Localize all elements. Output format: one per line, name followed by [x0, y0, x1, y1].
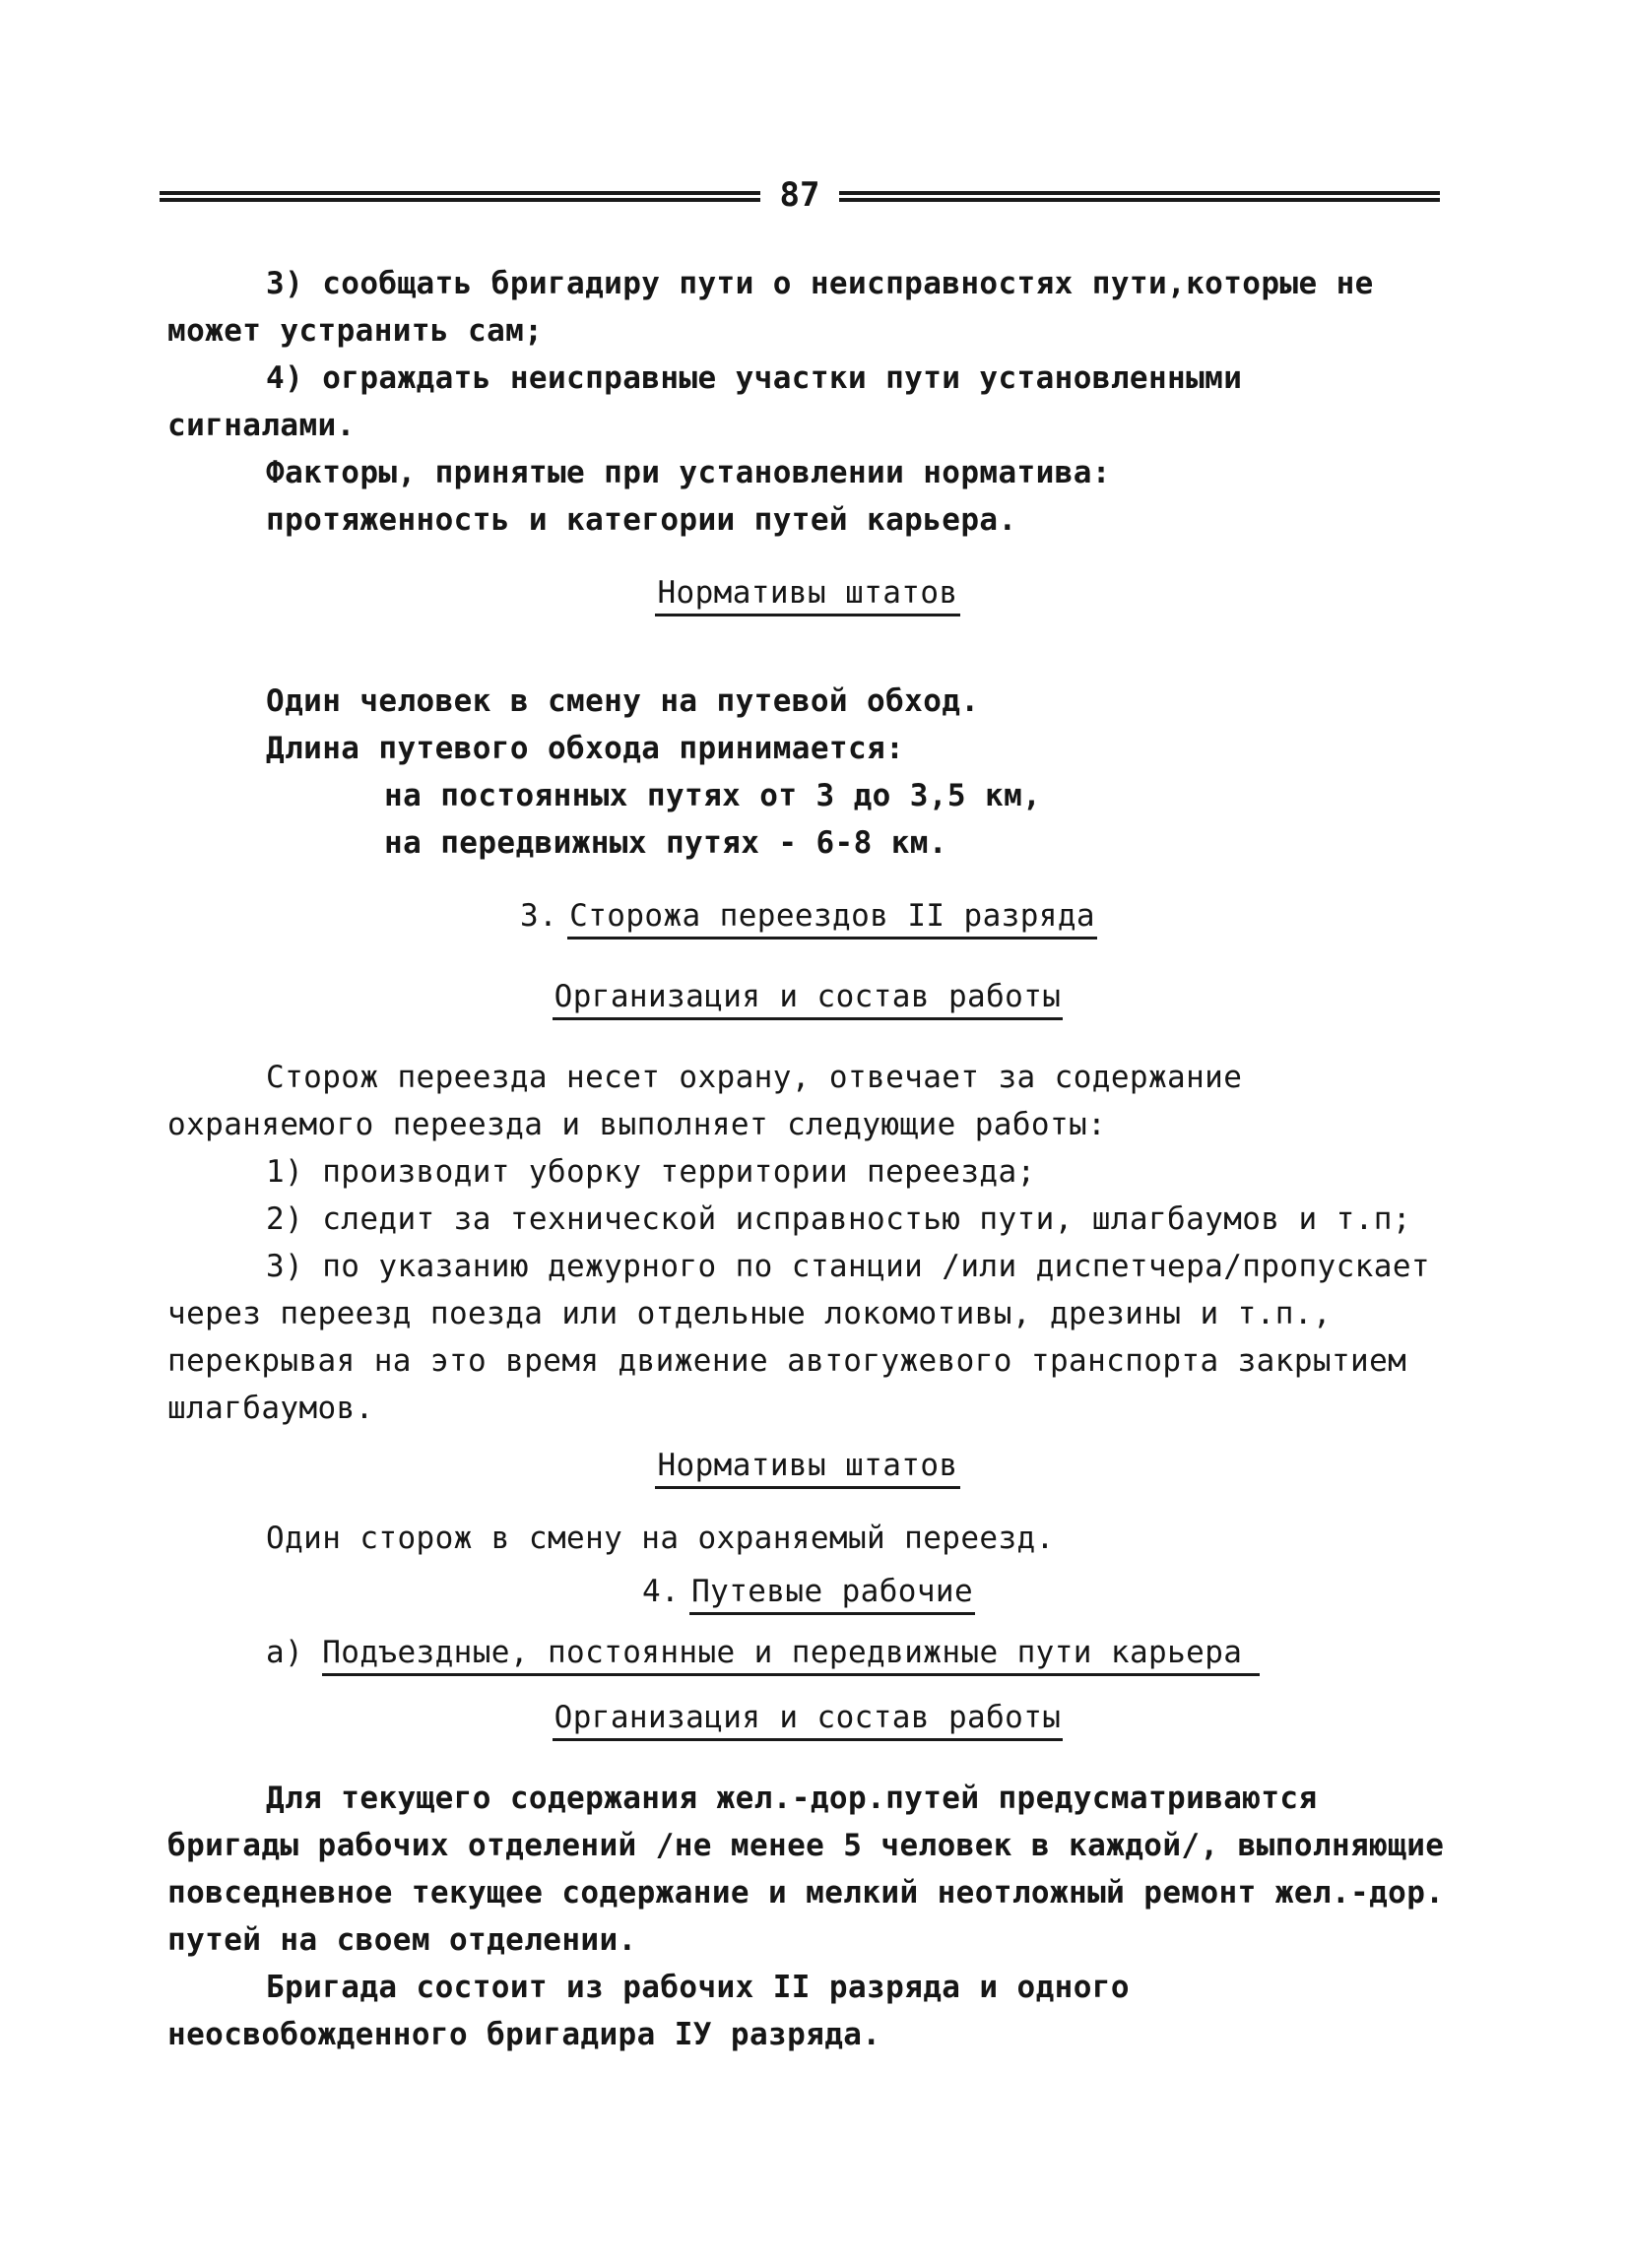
heading-number: 4. — [641, 1574, 681, 1609]
paragraph-factors-list: протяженность и категории путей карьера. — [266, 502, 1017, 538]
heading-organization-1 — [167, 973, 1448, 1020]
paragraph-duty-3: 3) сообщать бригадиру пути о неисправностях пути,которые не может устранить сам; — [167, 266, 1374, 349]
paragraph-movable-tracks: на передвижных путях - 6-8 км. — [384, 825, 947, 861]
heading-number: а) — [266, 1635, 304, 1670]
paragraph-factors: Факторы, принятые при установлении норматива: — [266, 455, 1111, 490]
paragraph-guard-norm: Один сторож в смену на охраняемый переезд. — [266, 1521, 1055, 1556]
header-rule-right — [839, 191, 1440, 205]
heading-number: 3. — [520, 898, 558, 934]
paragraph-guard-duties: Сторож переезда несет охрану, отвечает за содержание охраняемого переезда и выполняет следующие работы: — [167, 1060, 1243, 1142]
heading-organization-2 — [167, 1694, 1448, 1741]
heading-text: Организация и состав работы — [553, 976, 1064, 1020]
heading-text: Нормативы штатов — [655, 572, 959, 616]
heading-text: Путевые рабочие — [689, 1571, 975, 1615]
paragraph-round-length: Длина путевого обхода принимается: — [266, 731, 905, 766]
paragraph-guard-duty-2: 2) следит за технической исправностью пути, шлагбаумов и т.п; — [266, 1201, 1411, 1237]
heading-staff-norms-1 — [167, 569, 1448, 616]
header-rule-left — [160, 191, 760, 205]
paragraph-staff-norm: Один человек в смену на путевой обход. — [266, 683, 980, 719]
heading-track-workers — [167, 1568, 1448, 1615]
paragraph-duty-4: 4) ограждать неисправные участки пути установленными сигналами. — [167, 360, 1243, 443]
paragraph-guard-duty-3: 3) по указанию дежурного по станции /или диспетчера/пропускает через переезд поезда или отдельные локомотивы, дрезины и т.п., перекрывая на это время движение автогужевого транспорта закрытием шлагбаумов. — [167, 1249, 1430, 1426]
heading-access-tracks — [167, 1629, 1448, 1676]
paragraph-permanent-tracks: на постоянных путях от 3 до 3,5 км, — [384, 778, 1042, 813]
page-number: 87 — [779, 175, 820, 215]
document-body — [167, 260, 1448, 2058]
paragraph-guard-duty-1: 1) производит уборку территории переезда; — [266, 1154, 1036, 1190]
heading-text: Сторожа переездов II разряда — [567, 895, 1097, 940]
heading-staff-norms-2 — [167, 1442, 1448, 1489]
paragraph-brigades: Для текущего содержания жел.-дор.путей предусматриваются бригады рабочих отделений /не менее 5 человек в каждой/, выполняющие повседневное текущее содержание и мелкий неотложный ремонт жел.-дор. путей на своем отделении. — [167, 1781, 1445, 1958]
heading-text: Нормативы штатов — [655, 1445, 959, 1489]
heading-crossing-guards — [167, 892, 1448, 940]
heading-text: Организация и состав работы — [553, 1697, 1064, 1741]
heading-text: Подъездные, постоянные и передвижные пути карьера — [322, 1632, 1260, 1676]
page-header — [160, 175, 1440, 221]
paragraph-brigade-composition: Бригада состоит из рабочих II разряда и одного неосвобожденного бригадира IУ разряда. — [167, 1970, 1130, 2052]
